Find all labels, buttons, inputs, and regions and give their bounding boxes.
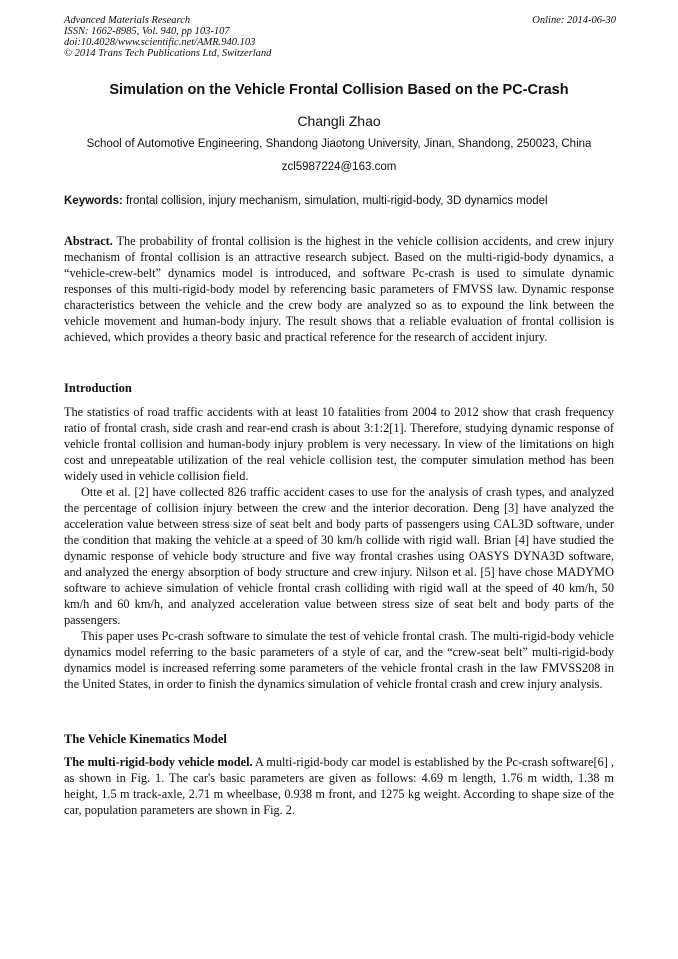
author-email: zcl5987224@163.com xyxy=(281,161,397,173)
kinematics-subheading: The multi-rigid-body vehicle model. xyxy=(64,755,253,769)
doi-line: doi:10.4028/www.scientific.net/AMR.940.103 xyxy=(64,37,256,48)
introduction-body xyxy=(64,404,614,692)
kinematics-text: A multi-rigid-body car model is established by the Pc-crash software[6] , as shown in Fig. 1. The car's basic parameters are given as follows: 4.69 m length, 1.76 m width, 1.38 m height, 1.5 m track-axle, 2.71 m wheelbase, 0.938 m front, and 1275 kg weight. According to shape size of the car, population parameters are shown in Fig. 2. xyxy=(64,755,614,817)
publication-header xyxy=(64,15,616,59)
introduction-heading: Introduction xyxy=(64,381,132,395)
author-affiliation: School of Automotive Engineering, Shandong Jiaotong University, Jinan, Shandong, 250023, China xyxy=(86,138,592,150)
author-name: Changli Zhao xyxy=(297,113,381,129)
copyright-line: © 2014 Trans Tech Publications Ltd, Switzerland xyxy=(64,48,272,59)
introduction-paragraph: This paper uses Pc-crash software to simulate the test of vehicle frontal crash. The multi-rigid-body vehicle dynamics model referring to the basic parameters of a style of car, and the “crew-seat belt” multi-rigid-body dynamics model is increased referring some parameters of the vehicle frontal crash in the law FMVSS208 in the United States, in order to finish the dynamics simulation of vehicle frontal crash and crew injury analysis. xyxy=(64,629,614,691)
kinematics-body xyxy=(64,754,614,818)
abstract xyxy=(64,233,614,345)
paper-title: Simulation on the Vehicle Frontal Collision Based on the PC-Crash xyxy=(109,82,569,98)
keywords-label: Keywords: xyxy=(64,195,123,207)
journal-name: Advanced Materials Research xyxy=(64,15,191,26)
abstract-label: Abstract. xyxy=(64,234,113,248)
issn-line: ISSN: 1662-8985, Vol. 940, pp 103-107 xyxy=(64,26,230,37)
introduction-paragraph: The statistics of road traffic accidents with at least 10 fatalities from 2004 to 2012 show that crash frequency ratio of frontal crash, side crash and rear-end crash is about 3:1:2[1]. Therefore, studying dynamic response of vehicle frontal collision and human-body injury problem is very necessary. In view of the limitations on high cost and unrepeatable utilization of the real vehicle collision test, the computer simulation method has been widely used in vehicle collision field. xyxy=(64,405,614,483)
abstract-text: The probability of frontal collision is the highest in the vehicle collision accidents, and crew injury mechanism of frontal collision is an attractive research subject. Based on the multi-rigid-body dynamics, a “vehicle-crew-belt” dynamics model is introduced, and software Pc-crash is used to simulate dynamic responses of this multi-rigid-body model by referencing basic parameters of FMVSS law. Dynamic response characteristics between the vehicle and the crew body are analyzed so as to expound the link between the vehicle movement and human-body injury. The result shows that a reliable evaluation of frontal collision is achieved, which provides a theory basic and practical reference for the research of accident injury. xyxy=(64,234,614,344)
online-date: Online: 2014-06-30 xyxy=(532,15,616,26)
keywords xyxy=(64,195,616,207)
introduction-paragraph: Otte et al. [2] have collected 826 traffic accident cases to use for the analysis of crash types, and analyzed the percentage of collision injury between the crew and the interior decoration. Deng [3] have analyzed the acceleration value between stress size of seat belt and body parts of passengers using CAL3D software, under the condition that making the vehicle at a speed of 30 km/h collide with rigid wall. Brian [4] have studied the dynamic response of vehicle body structure and five way frontal crashes using OASYS DYNA3D software, and analyzed the energy absorption of body structure and crew injury. Nilson et al. [5] have chose MADYMO software to achieve simulation of vehicle frontal crash colliding with rigid wall at the speed of 40 km/h, 50 km/h and 60 km/h, and analyzed acceleration value between stress size of seat belt and body parts of the passengers. xyxy=(64,485,614,627)
kinematics-heading: The Vehicle Kinematics Model xyxy=(64,732,227,746)
keywords-text: frontal collision, injury mechanism, simulation, multi-rigid-body, 3D dynamics model xyxy=(126,195,548,207)
